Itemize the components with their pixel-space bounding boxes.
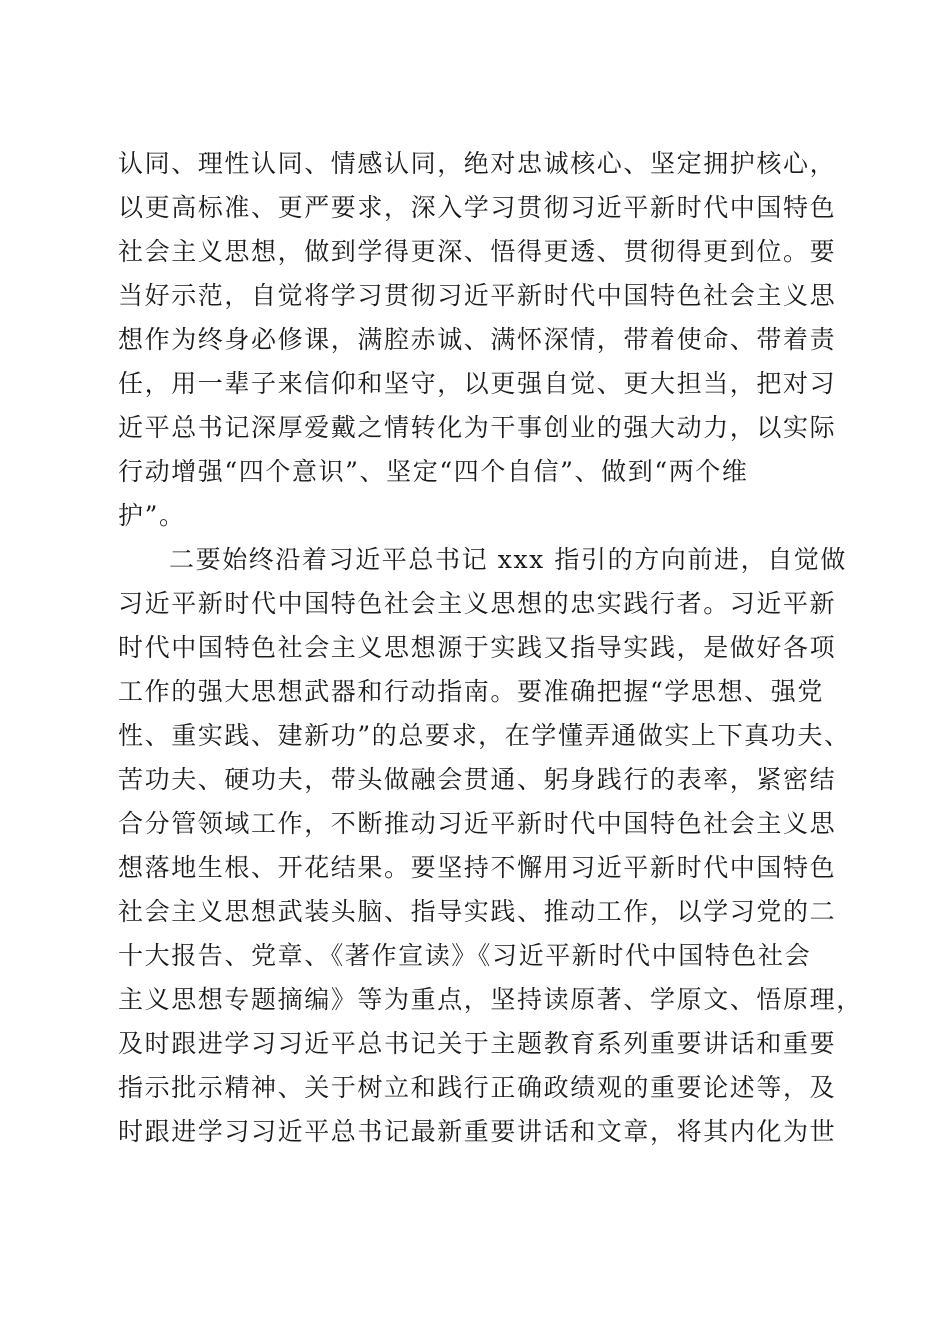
paragraph-line: 及时跟进学习习近平总书记关于主题教育系列重要讲话和重要 [118, 1029, 837, 1058]
paragraph-line: 指示批示精神、关于树立和践行正确政绩观的重要论述等，及 [118, 1073, 837, 1102]
paragraph-line: 近平总书记深厚爱戴之情转化为干事创业的强大动力，以实际 [118, 413, 837, 442]
paragraph-line: 认同、理性认同、情感认同，绝对忠诚核心、坚定拥护核心， [118, 149, 837, 178]
paragraph-line: 苦功夫、硬功夫，带头做融会贯通、躬身践行的表率，紧密结 [118, 765, 837, 794]
paragraph-line: 性、重实践、建新功”的总要求，在学懂弄通做实上下真功夫、 [118, 721, 851, 750]
paragraph-line: 当好示范，自觉将学习贯彻习近平新时代中国特色社会主义思 [118, 281, 837, 310]
paragraph-2 [118, 538, 863, 1154]
paragraph-line: 习近平新时代中国特色社会主义思想的忠实践行者。习近平新 [118, 589, 837, 618]
paragraph-line: 以更高标准、更严要求，深入学习贯彻习近平新时代中国特色 [118, 193, 837, 222]
paragraph-line: 二要始终沿着习近平总书记 xxx 指引的方向前进，自觉做 [169, 545, 847, 574]
paragraph-line: 社会主义思想武装头脑、指导实践、推动工作，以学习党的二 [118, 897, 837, 926]
paragraph-line: 社会主义思想，做到学得更深、悟得更透、贯彻得更到位。要 [118, 237, 837, 266]
paragraph-line: 十大报告、党章、《著作宣读》《习近平新时代中国特色社会 [118, 941, 812, 970]
paragraph-line: 想落地生根、开花结果。要坚持不懈用习近平新时代中国特色 [118, 853, 837, 882]
paragraph-line: 时跟进学习习近平总书记最新重要讲话和文章，将其内化为世 [118, 1117, 837, 1146]
paragraph-line: 想作为终身必修课，满腔赤诚、满怀深情，带着使命、带着责 [118, 325, 837, 354]
paragraph-line: 任，用一辈子来信仰和坚守，以更强自觉、更大担当，把对习 [118, 369, 837, 398]
document-body [118, 142, 863, 1154]
paragraph-line: 主义思想专题摘编》等为重点，坚持读原著、学原文、悟原理， [118, 985, 863, 1014]
paragraph-1 [118, 142, 838, 538]
paragraph-line: 时代中国特色社会主义思想源于实践又指导实践，是做好各项 [118, 633, 837, 662]
paragraph-line: 护”。 [118, 501, 186, 530]
paragraph-line: 合分管领域工作，不断推动习近平新时代中国特色社会主义思 [118, 809, 837, 838]
paragraph-line: 工作的强大思想武器和行动指南。要准确把握“学思想、强党 [118, 677, 824, 706]
paragraph-line: 行动增强“四个意识”、坚定“四个自信”、做到“两个维 [118, 457, 749, 486]
